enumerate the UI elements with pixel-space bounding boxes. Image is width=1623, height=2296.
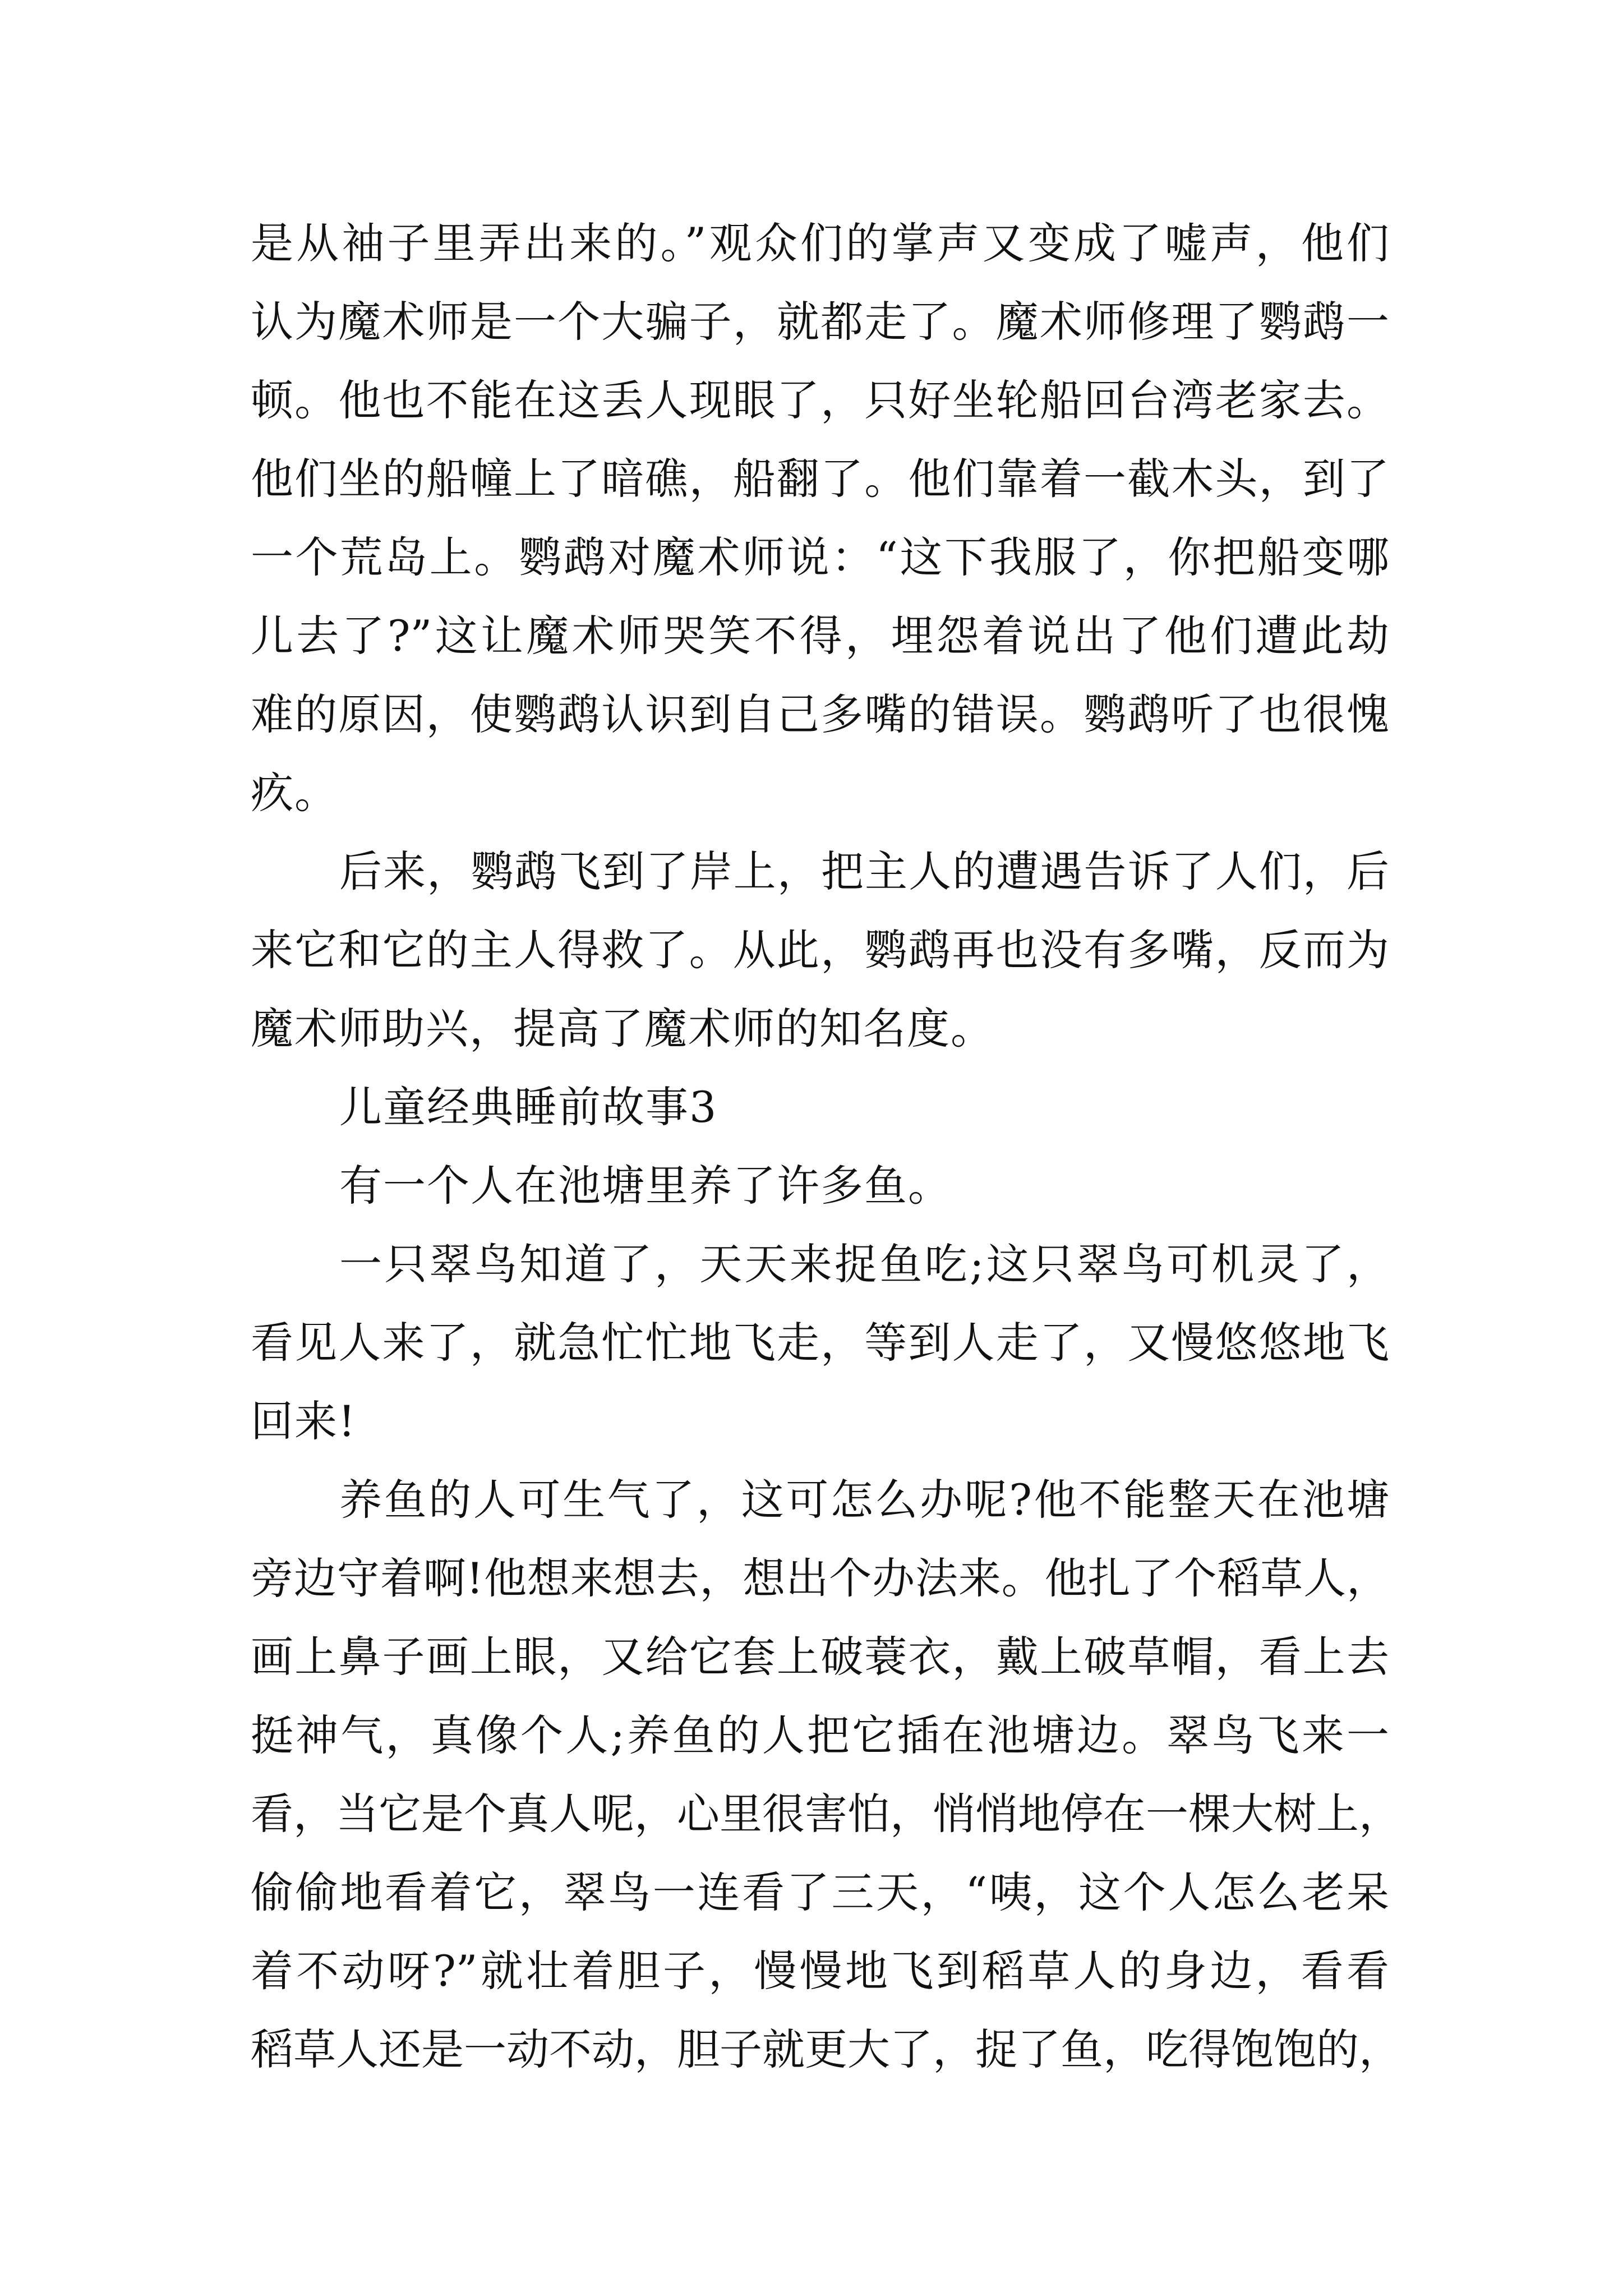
story-heading — [251, 1068, 1389, 1147]
text-line: 难的原因，使鹦鹉认识到自己多嘴的错误。鹦鹉听了也很愧 — [251, 689, 1389, 739]
text-line: 回来! — [251, 1396, 357, 1446]
paragraph — [251, 204, 1389, 832]
paragraph — [251, 1147, 1389, 1225]
text-line: 魔术师助兴，提高了魔术师的知名度。 — [251, 1004, 994, 1053]
text-line: 偷偷地看着它，翠鸟一连看了三天，“咦，这个人怎么老呆 — [251, 1867, 1389, 1917]
text-line: 养鱼的人可生气了，这可怎么办呢?他不能整天在池塘 — [339, 1475, 1389, 1525]
text-line: 画上鼻子画上眼，又给它套上破蓑衣，戴上破草帽，看上去 — [251, 1632, 1389, 1682]
text-line: 儿去了?”这让魔术师哭笑不得，埋怨着说出了他们遭此劫 — [251, 611, 1389, 661]
text-line: 旁边守着啊!他想来想去，想出个办法来。他扎了个稻草人， — [251, 1553, 1389, 1603]
text-line: 一只翠鸟知道了，天天来捉鱼吃;这只翠鸟可机灵了， — [339, 1239, 1389, 1289]
text-line: 看，当它是个真人呢，心里很害怕，悄悄地停在一棵大树上， — [251, 1789, 1401, 1839]
text-line: 一个荒岛上。鹦鹉对魔术师说：“这下我服了，你把船变哪 — [251, 532, 1389, 582]
text-line: 稻草人还是一动不动，胆子就更大了，捉了鱼，吃得饱饱的， — [251, 2024, 1401, 2074]
text-line: 着不动呀?”就壮着胆子，慢慢地飞到稻草人的身边，看看 — [251, 1946, 1389, 1996]
text-line: 是从袖子里弄出来的。”观众们的掌声又变成了嘘声，他们 — [251, 218, 1389, 268]
paragraph — [251, 1461, 1401, 2089]
text-line: 有一个人在池塘里养了许多鱼。 — [339, 1161, 952, 1211]
text-line: 顿。他也不能在这丢人现眼了，只好坐轮船回台湾老家去。 — [251, 375, 1389, 425]
text-line: 认为魔术师是一个大骗子，就都走了。魔术师修理了鹦鹉一 — [251, 297, 1389, 347]
document-body — [251, 204, 1401, 2089]
text-line: 看见人来了，就急忙忙地飞走，等到人走了，又慢悠悠地飞 — [251, 1318, 1389, 1368]
heading-line: 儿童经典睡前故事3 — [339, 1082, 718, 1132]
text-line: 疚。 — [251, 768, 338, 818]
text-line: 他们坐的船幢上了暗礁，船翻了。他们靠着一截木头，到了 — [251, 454, 1389, 504]
text-line: 后来，鹦鹉飞到了岸上，把主人的遭遇告诉了人们，后 — [339, 846, 1389, 896]
text-line: 挺神气，真像个人;养鱼的人把它插在池塘边。翠鸟飞来一 — [251, 1710, 1389, 1760]
paragraph — [251, 1225, 1389, 1461]
text-line: 来它和它的主人得救了。从此，鹦鹉再也没有多嘴，反而为 — [251, 925, 1389, 975]
paragraph — [251, 832, 1389, 1068]
